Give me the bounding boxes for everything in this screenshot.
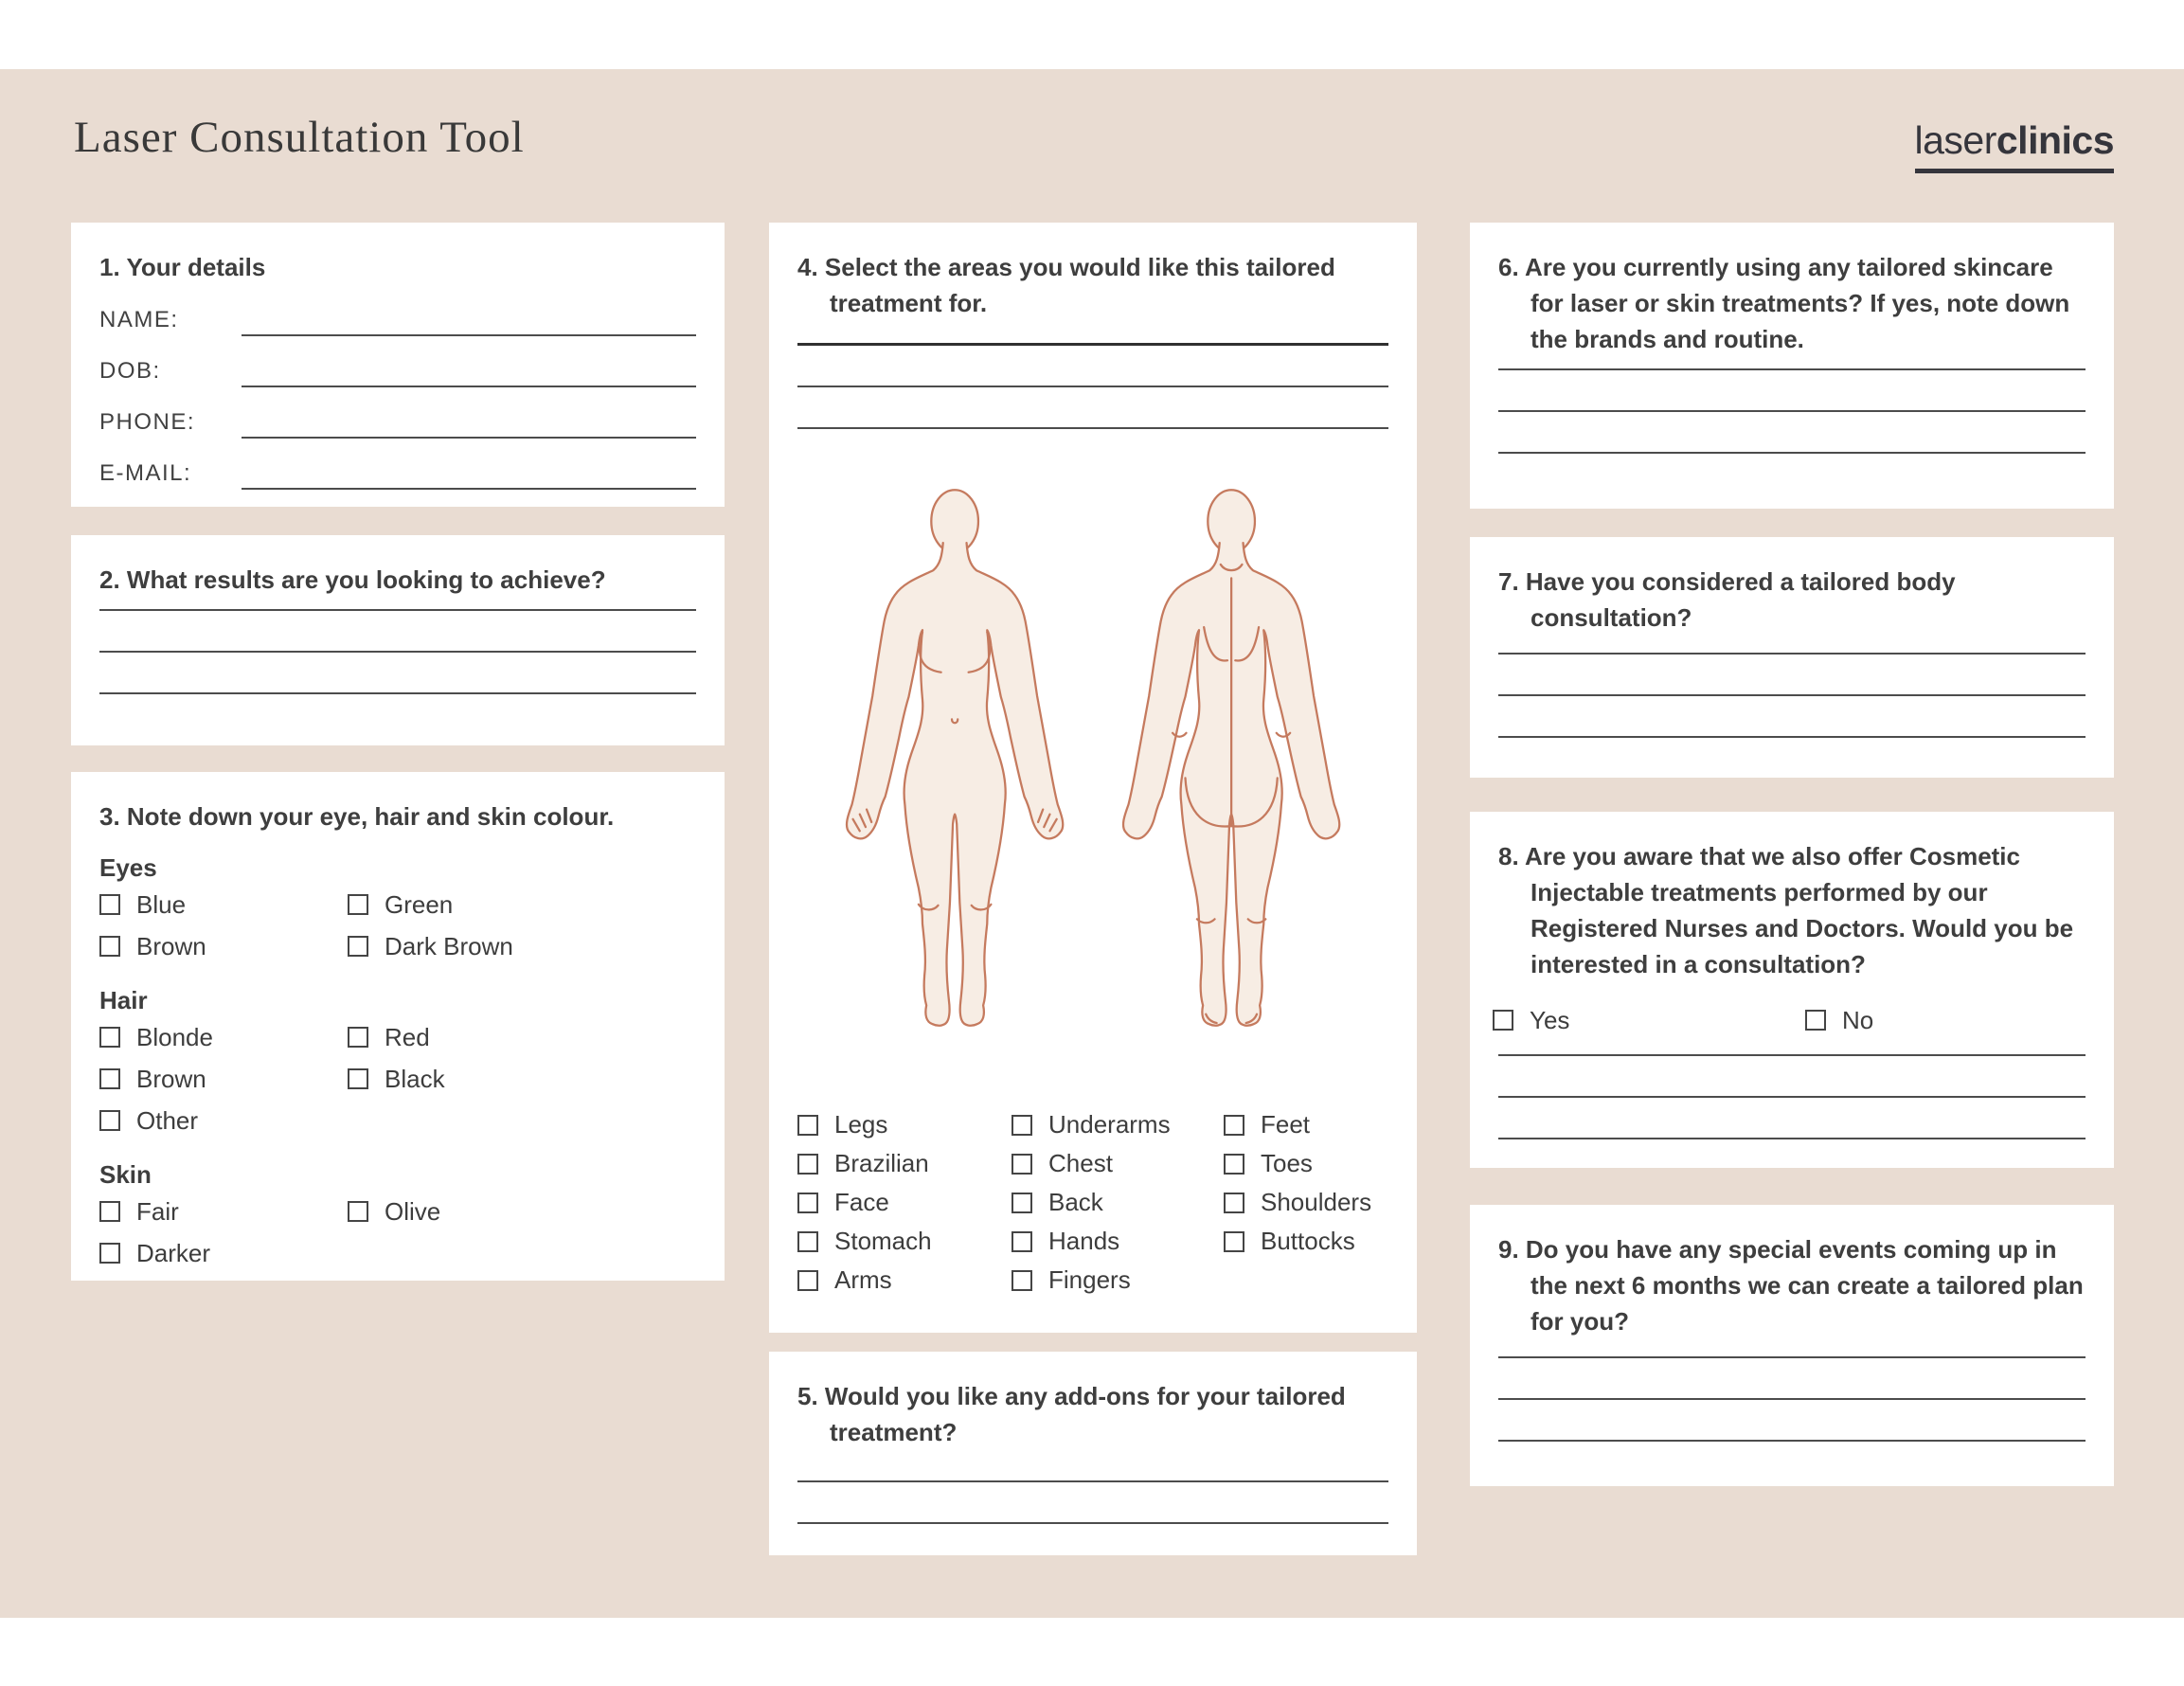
skin-options bbox=[99, 1191, 696, 1274]
section-heading: 3. Note down your eye, hair and skin colour. bbox=[99, 802, 615, 831]
option-label: Toes bbox=[1261, 1149, 1313, 1177]
areas-column-2 bbox=[1011, 1105, 1224, 1300]
option-row bbox=[348, 1016, 696, 1058]
field-label: PHONE: bbox=[99, 409, 196, 435]
option-row bbox=[348, 1058, 696, 1100]
section-heading: 9. Do you have any special events coming up in the next 6 months we can create a tailored plan for you? bbox=[1498, 1235, 2084, 1336]
option-label: Face bbox=[834, 1188, 889, 1216]
option-row bbox=[1011, 1222, 1224, 1261]
section-heading: 5. Would you like any add-ons for your tailored treatment? bbox=[797, 1382, 1346, 1446]
checkbox[interactable] bbox=[99, 1243, 120, 1264]
write-line[interactable] bbox=[797, 1482, 1388, 1524]
write-line[interactable] bbox=[797, 387, 1388, 429]
checkbox[interactable] bbox=[1224, 1193, 1244, 1213]
checkbox[interactable] bbox=[348, 936, 368, 957]
eyes-options bbox=[99, 884, 696, 967]
write-line[interactable] bbox=[1498, 357, 2086, 370]
section-heading: 6. Are you currently using any tailored skincare for laser or skin treatments? If yes, note down the brands and routine. bbox=[1498, 253, 2070, 353]
option-label: Buttocks bbox=[1261, 1227, 1355, 1255]
checkbox[interactable] bbox=[99, 1068, 120, 1089]
option-row bbox=[99, 1232, 348, 1274]
option-row bbox=[99, 1016, 348, 1058]
option-label: Darker bbox=[136, 1238, 211, 1267]
write-line[interactable] bbox=[1498, 1098, 2086, 1139]
option-row bbox=[797, 1222, 1011, 1261]
card-your-details bbox=[71, 223, 725, 507]
section-heading: 2. What results are you looking to achieve? bbox=[99, 565, 606, 594]
option-row bbox=[99, 1191, 348, 1232]
field-label: E-MAIL: bbox=[99, 460, 192, 486]
checkbox[interactable] bbox=[99, 936, 120, 957]
checkbox[interactable] bbox=[1224, 1154, 1244, 1175]
checkbox[interactable] bbox=[99, 1201, 120, 1222]
logo-bold-text: clinics bbox=[1996, 118, 2114, 162]
option-row bbox=[99, 925, 348, 967]
card-special-events bbox=[1470, 1205, 2114, 1486]
write-line[interactable] bbox=[1498, 696, 2086, 738]
checkbox[interactable] bbox=[1011, 1115, 1032, 1136]
option-label: Legs bbox=[834, 1110, 888, 1139]
option-label: Blue bbox=[136, 889, 187, 919]
checkbox[interactable] bbox=[1011, 1231, 1032, 1252]
option-row-yes bbox=[1493, 997, 1805, 1043]
write-line[interactable] bbox=[797, 346, 1388, 387]
option-label: Back bbox=[1048, 1188, 1103, 1216]
checkbox[interactable] bbox=[1805, 1010, 1826, 1031]
option-row bbox=[1224, 1222, 1388, 1261]
checkbox[interactable] bbox=[99, 1027, 120, 1048]
option-row-no bbox=[1805, 997, 2086, 1043]
areas-column-1 bbox=[797, 1105, 1011, 1300]
write-line[interactable] bbox=[99, 611, 696, 653]
option-label: Brazilian bbox=[834, 1149, 929, 1177]
option-label: Hands bbox=[1048, 1227, 1120, 1255]
page-title: Laser Consultation Tool bbox=[74, 113, 525, 162]
write-line[interactable] bbox=[1498, 1043, 2086, 1056]
option-label: Feet bbox=[1261, 1110, 1311, 1139]
write-line[interactable] bbox=[1498, 1400, 2086, 1442]
card-colour bbox=[71, 772, 725, 1281]
option-row bbox=[1224, 1183, 1388, 1222]
option-label: No bbox=[1842, 1005, 1874, 1034]
option-label: Arms bbox=[834, 1265, 892, 1294]
option-label: Stomach bbox=[834, 1227, 932, 1255]
option-row bbox=[1224, 1144, 1388, 1183]
field-label: NAME: bbox=[99, 307, 179, 332]
checkbox[interactable] bbox=[348, 1201, 368, 1222]
checkbox[interactable] bbox=[797, 1231, 818, 1252]
option-row bbox=[348, 1191, 696, 1232]
checkbox[interactable] bbox=[1493, 1010, 1513, 1031]
card-skincare bbox=[1470, 223, 2114, 509]
option-label: Brown bbox=[136, 1064, 206, 1093]
write-line[interactable] bbox=[1498, 1339, 2086, 1358]
body-front-figure bbox=[837, 482, 1072, 1050]
field-line[interactable] bbox=[242, 308, 696, 336]
areas-column-3 bbox=[1224, 1105, 1388, 1300]
option-row bbox=[348, 884, 696, 925]
field-row-name bbox=[99, 304, 696, 336]
option-label: Fair bbox=[136, 1196, 179, 1226]
write-lines bbox=[797, 1450, 1388, 1524]
field-row-dob bbox=[99, 355, 696, 387]
field-line[interactable] bbox=[242, 359, 696, 387]
section-heading: 4. Select the areas you would like this tailored treatment for. bbox=[797, 253, 1335, 317]
group-label-hair: Hair bbox=[99, 986, 148, 1014]
option-row bbox=[99, 1100, 348, 1141]
option-row bbox=[1011, 1105, 1224, 1144]
write-line[interactable] bbox=[1498, 1056, 2086, 1098]
option-row bbox=[797, 1105, 1011, 1144]
checkbox[interactable] bbox=[348, 1027, 368, 1048]
card-injectables bbox=[1470, 812, 2114, 1168]
checkbox[interactable] bbox=[797, 1115, 818, 1136]
write-lines bbox=[1498, 1043, 2086, 1139]
write-lines bbox=[1498, 636, 2086, 738]
option-label: Red bbox=[385, 1022, 430, 1051]
checkbox[interactable] bbox=[1011, 1270, 1032, 1291]
write-line[interactable] bbox=[797, 1450, 1388, 1482]
checkbox[interactable] bbox=[1224, 1231, 1244, 1252]
option-label: Brown bbox=[136, 931, 206, 960]
write-lines bbox=[797, 321, 1388, 429]
card-body-consultation bbox=[1470, 537, 2114, 778]
field-label: DOB: bbox=[99, 358, 161, 384]
checkbox[interactable] bbox=[99, 894, 120, 915]
write-line[interactable] bbox=[99, 598, 696, 611]
write-line[interactable] bbox=[1498, 370, 2086, 412]
write-line[interactable] bbox=[1498, 1358, 2086, 1400]
field-line[interactable] bbox=[242, 410, 696, 439]
checkbox[interactable] bbox=[1011, 1154, 1032, 1175]
write-line[interactable] bbox=[99, 653, 696, 694]
option-label: Fingers bbox=[1048, 1265, 1131, 1294]
option-label: Olive bbox=[385, 1196, 441, 1226]
write-line[interactable] bbox=[1498, 412, 2086, 454]
card-results bbox=[71, 535, 725, 745]
field-line[interactable] bbox=[242, 461, 696, 490]
yesno-options bbox=[1493, 997, 2086, 1043]
checkbox[interactable] bbox=[797, 1154, 818, 1175]
option-row bbox=[1011, 1261, 1224, 1300]
card-addons bbox=[769, 1352, 1417, 1555]
write-lines bbox=[1498, 357, 2086, 454]
write-lines bbox=[99, 598, 696, 694]
card-treatment-areas bbox=[769, 223, 1417, 1333]
checkbox[interactable] bbox=[1224, 1115, 1244, 1136]
group-label-skin: Skin bbox=[99, 1160, 152, 1189]
section-heading: 1. Your details bbox=[99, 253, 266, 281]
laserclinics-logo bbox=[1914, 118, 2115, 173]
option-label: Underarms bbox=[1048, 1110, 1171, 1139]
option-row bbox=[1224, 1105, 1388, 1144]
option-label: Chest bbox=[1048, 1149, 1113, 1177]
write-line[interactable] bbox=[1498, 655, 2086, 696]
option-label: Yes bbox=[1530, 1005, 1570, 1034]
option-row bbox=[1011, 1144, 1224, 1183]
checkbox[interactable] bbox=[797, 1193, 818, 1213]
write-lines bbox=[1498, 1339, 2086, 1442]
option-row bbox=[797, 1144, 1011, 1183]
option-row bbox=[1011, 1183, 1224, 1222]
body-back-figure bbox=[1114, 482, 1349, 1050]
option-label: Blonde bbox=[136, 1022, 213, 1051]
write-line[interactable] bbox=[1498, 636, 2086, 655]
checkbox[interactable] bbox=[797, 1270, 818, 1291]
write-line[interactable] bbox=[797, 321, 1388, 346]
field-row-email bbox=[99, 457, 696, 490]
option-row bbox=[797, 1183, 1011, 1222]
option-row bbox=[99, 884, 348, 925]
section-heading: 8. Are you aware that we also offer Cosmetic Injectable treatments performed by our Registered Nurses and Doctors. Would you be interested in a consultation? bbox=[1498, 842, 2074, 978]
option-row bbox=[99, 1058, 348, 1100]
body-diagrams bbox=[797, 482, 1388, 1050]
areas-options bbox=[797, 1105, 1388, 1300]
field-row-phone bbox=[99, 406, 696, 439]
option-label: Other bbox=[136, 1105, 199, 1135]
option-label: Dark Brown bbox=[385, 931, 513, 960]
option-row bbox=[797, 1261, 1011, 1300]
checkbox[interactable] bbox=[1011, 1193, 1032, 1213]
section-heading: 7. Have you considered a tailored body consultation? bbox=[1498, 567, 1956, 632]
checkbox[interactable] bbox=[99, 1110, 120, 1131]
option-label: Black bbox=[385, 1064, 445, 1093]
checkbox[interactable] bbox=[348, 1068, 368, 1089]
logo-light-text: laser bbox=[1914, 118, 1996, 162]
group-label-eyes: Eyes bbox=[99, 853, 157, 882]
option-row bbox=[348, 925, 696, 967]
option-label: Shoulders bbox=[1261, 1188, 1372, 1216]
hair-options bbox=[99, 1016, 696, 1141]
checkbox[interactable] bbox=[348, 894, 368, 915]
option-label: Green bbox=[385, 889, 454, 919]
